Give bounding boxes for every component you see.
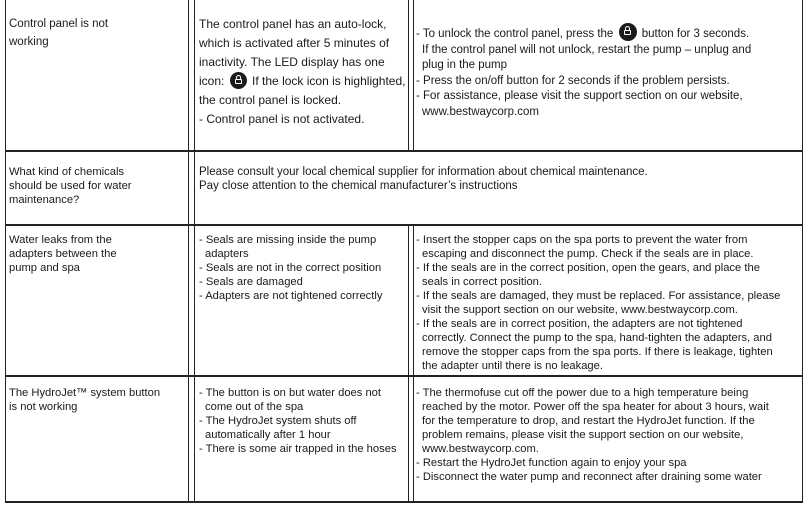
solution-cell bbox=[416, 23, 751, 120]
solution-text: - Restart the HydroJet function again to enjoy your spa bbox=[416, 457, 687, 469]
cause-text: - The button is on but water does not bbox=[199, 387, 382, 399]
cause-text: - Seals are missing inside the pump bbox=[199, 234, 377, 246]
cause-text: - The HydroJet system shuts off bbox=[199, 415, 357, 427]
problem-cell bbox=[9, 15, 108, 51]
cause-icon-line bbox=[199, 72, 405, 91]
solution-text: button for 3 seconds. bbox=[641, 28, 750, 40]
problem-text: working bbox=[9, 36, 49, 48]
cause-text: - Seals are damaged bbox=[199, 276, 303, 288]
problem-text: maintenance? bbox=[9, 194, 80, 206]
solution-text: Please consult your local chemical supplier for information about chemical maintenance. bbox=[199, 166, 648, 178]
lock-icon bbox=[230, 72, 247, 89]
cause-text: which is activated after 5 minutes of bbox=[199, 36, 390, 50]
solution-first-line bbox=[416, 23, 751, 43]
cause-cell bbox=[199, 15, 405, 129]
problem-text: What kind of chemicals bbox=[9, 166, 125, 178]
row-divider bbox=[5, 501, 803, 503]
solution-text: www.bestwaycorp.com bbox=[422, 105, 539, 118]
problem-text: pump and spa bbox=[9, 262, 80, 274]
cause-text: inactivity. The LED display has one bbox=[199, 55, 385, 69]
row-divider bbox=[5, 224, 803, 226]
row-divider bbox=[5, 375, 803, 377]
solution-text: - If the seals are damaged, they must be replaced. For assistance, please bbox=[416, 290, 781, 302]
solution-text: If the control panel will not unlock, restart the pump – unplug and bbox=[422, 43, 752, 56]
cause-text: The control panel has an auto-lock, bbox=[199, 17, 387, 31]
solution-text: www.bestwaycorp.com. bbox=[422, 443, 539, 455]
column-divider bbox=[194, 0, 195, 503]
column-divider bbox=[408, 0, 409, 152]
solution-cell bbox=[416, 233, 780, 373]
cause-text: - Seals are not in the correct position bbox=[199, 262, 382, 274]
column-divider bbox=[188, 0, 189, 503]
solution-text: the adapter until there is no leakage. bbox=[422, 360, 603, 372]
column-divider bbox=[413, 225, 414, 503]
solution-text: for the temperature to drop, and restart the HydroJet function. If the bbox=[422, 415, 755, 427]
troubleshooting-table bbox=[5, 0, 803, 503]
problem-text: The HydroJet™ system button bbox=[9, 387, 161, 399]
cause-text: the control panel is locked. bbox=[199, 93, 342, 107]
cause-cell bbox=[199, 233, 382, 303]
solution-text: - Disconnect the water pump and reconnect after draining some water bbox=[416, 471, 762, 483]
solution-text: - Press the on/off button for 2 seconds if the problem persists. bbox=[416, 74, 730, 87]
column-divider bbox=[413, 0, 414, 152]
solution-text: - If the seals are in correct position, the adapters are not tightened bbox=[416, 318, 743, 330]
solution-text: - For assistance, please visit the support section on our website, bbox=[416, 90, 743, 102]
solution-text: correctly. Connect the pump to the spa, hand-tighten the adapters, and bbox=[422, 332, 772, 344]
cause-cell bbox=[199, 386, 397, 456]
row-divider bbox=[5, 150, 803, 152]
solution-text: - Insert the stopper caps on the spa ports to prevent the water from bbox=[416, 234, 748, 246]
problem-text: adapters between the bbox=[9, 248, 117, 260]
cause-text: - Adapters are not tightened correctly bbox=[199, 290, 383, 302]
solution-text: - The thermofuse cut off the power due to a high temperature being bbox=[416, 387, 749, 399]
problem-cell bbox=[9, 386, 160, 414]
problem-text: Control panel is not bbox=[9, 18, 109, 30]
solution-text: - To unlock the control panel, press the bbox=[416, 28, 614, 40]
solution-text: problem remains, please visit the support section on our website, bbox=[422, 429, 744, 441]
solution-cell bbox=[416, 386, 769, 484]
solution-text: escaping and disconnect the pump. Check if the seals are in place. bbox=[422, 248, 754, 260]
cause-text: automatically after 1 hour bbox=[205, 429, 331, 441]
solution-text: reached by the motor. Power off the spa heater for about 3 hours, wait bbox=[422, 401, 769, 413]
column-divider bbox=[408, 225, 409, 503]
solution-text: Pay close attention to the chemical manufacturer’s instructions bbox=[199, 180, 518, 192]
cause-text: come out of the spa bbox=[205, 401, 304, 413]
cause-text: - There is some air trapped in the hoses bbox=[199, 443, 397, 455]
problem-text: should be used for water bbox=[9, 180, 132, 192]
problem-cell bbox=[9, 233, 117, 275]
solution-text: - If the seals are in the correct position, open the gears, and place the bbox=[416, 262, 760, 274]
solution-text: plug in the pump bbox=[422, 59, 508, 71]
cause-text: If the lock icon is highlighted, bbox=[252, 74, 406, 88]
problem-cell bbox=[9, 165, 132, 207]
solution-text: remove the stopper caps from the spa ports. If there is leakage, tighten bbox=[422, 346, 773, 358]
cause-text: - Control panel is not activated. bbox=[199, 112, 365, 126]
lock-button-icon bbox=[619, 23, 637, 41]
problem-text: is not working bbox=[9, 401, 78, 413]
solution-text: visit the support section on our website, www.bestwaycorp.com. bbox=[422, 304, 738, 316]
solution-cell bbox=[199, 165, 648, 193]
cause-text: icon: bbox=[199, 74, 225, 88]
solution-text: seals in correct position. bbox=[422, 276, 543, 288]
cause-text: adapters bbox=[205, 248, 249, 260]
problem-text: Water leaks from the bbox=[9, 234, 112, 246]
